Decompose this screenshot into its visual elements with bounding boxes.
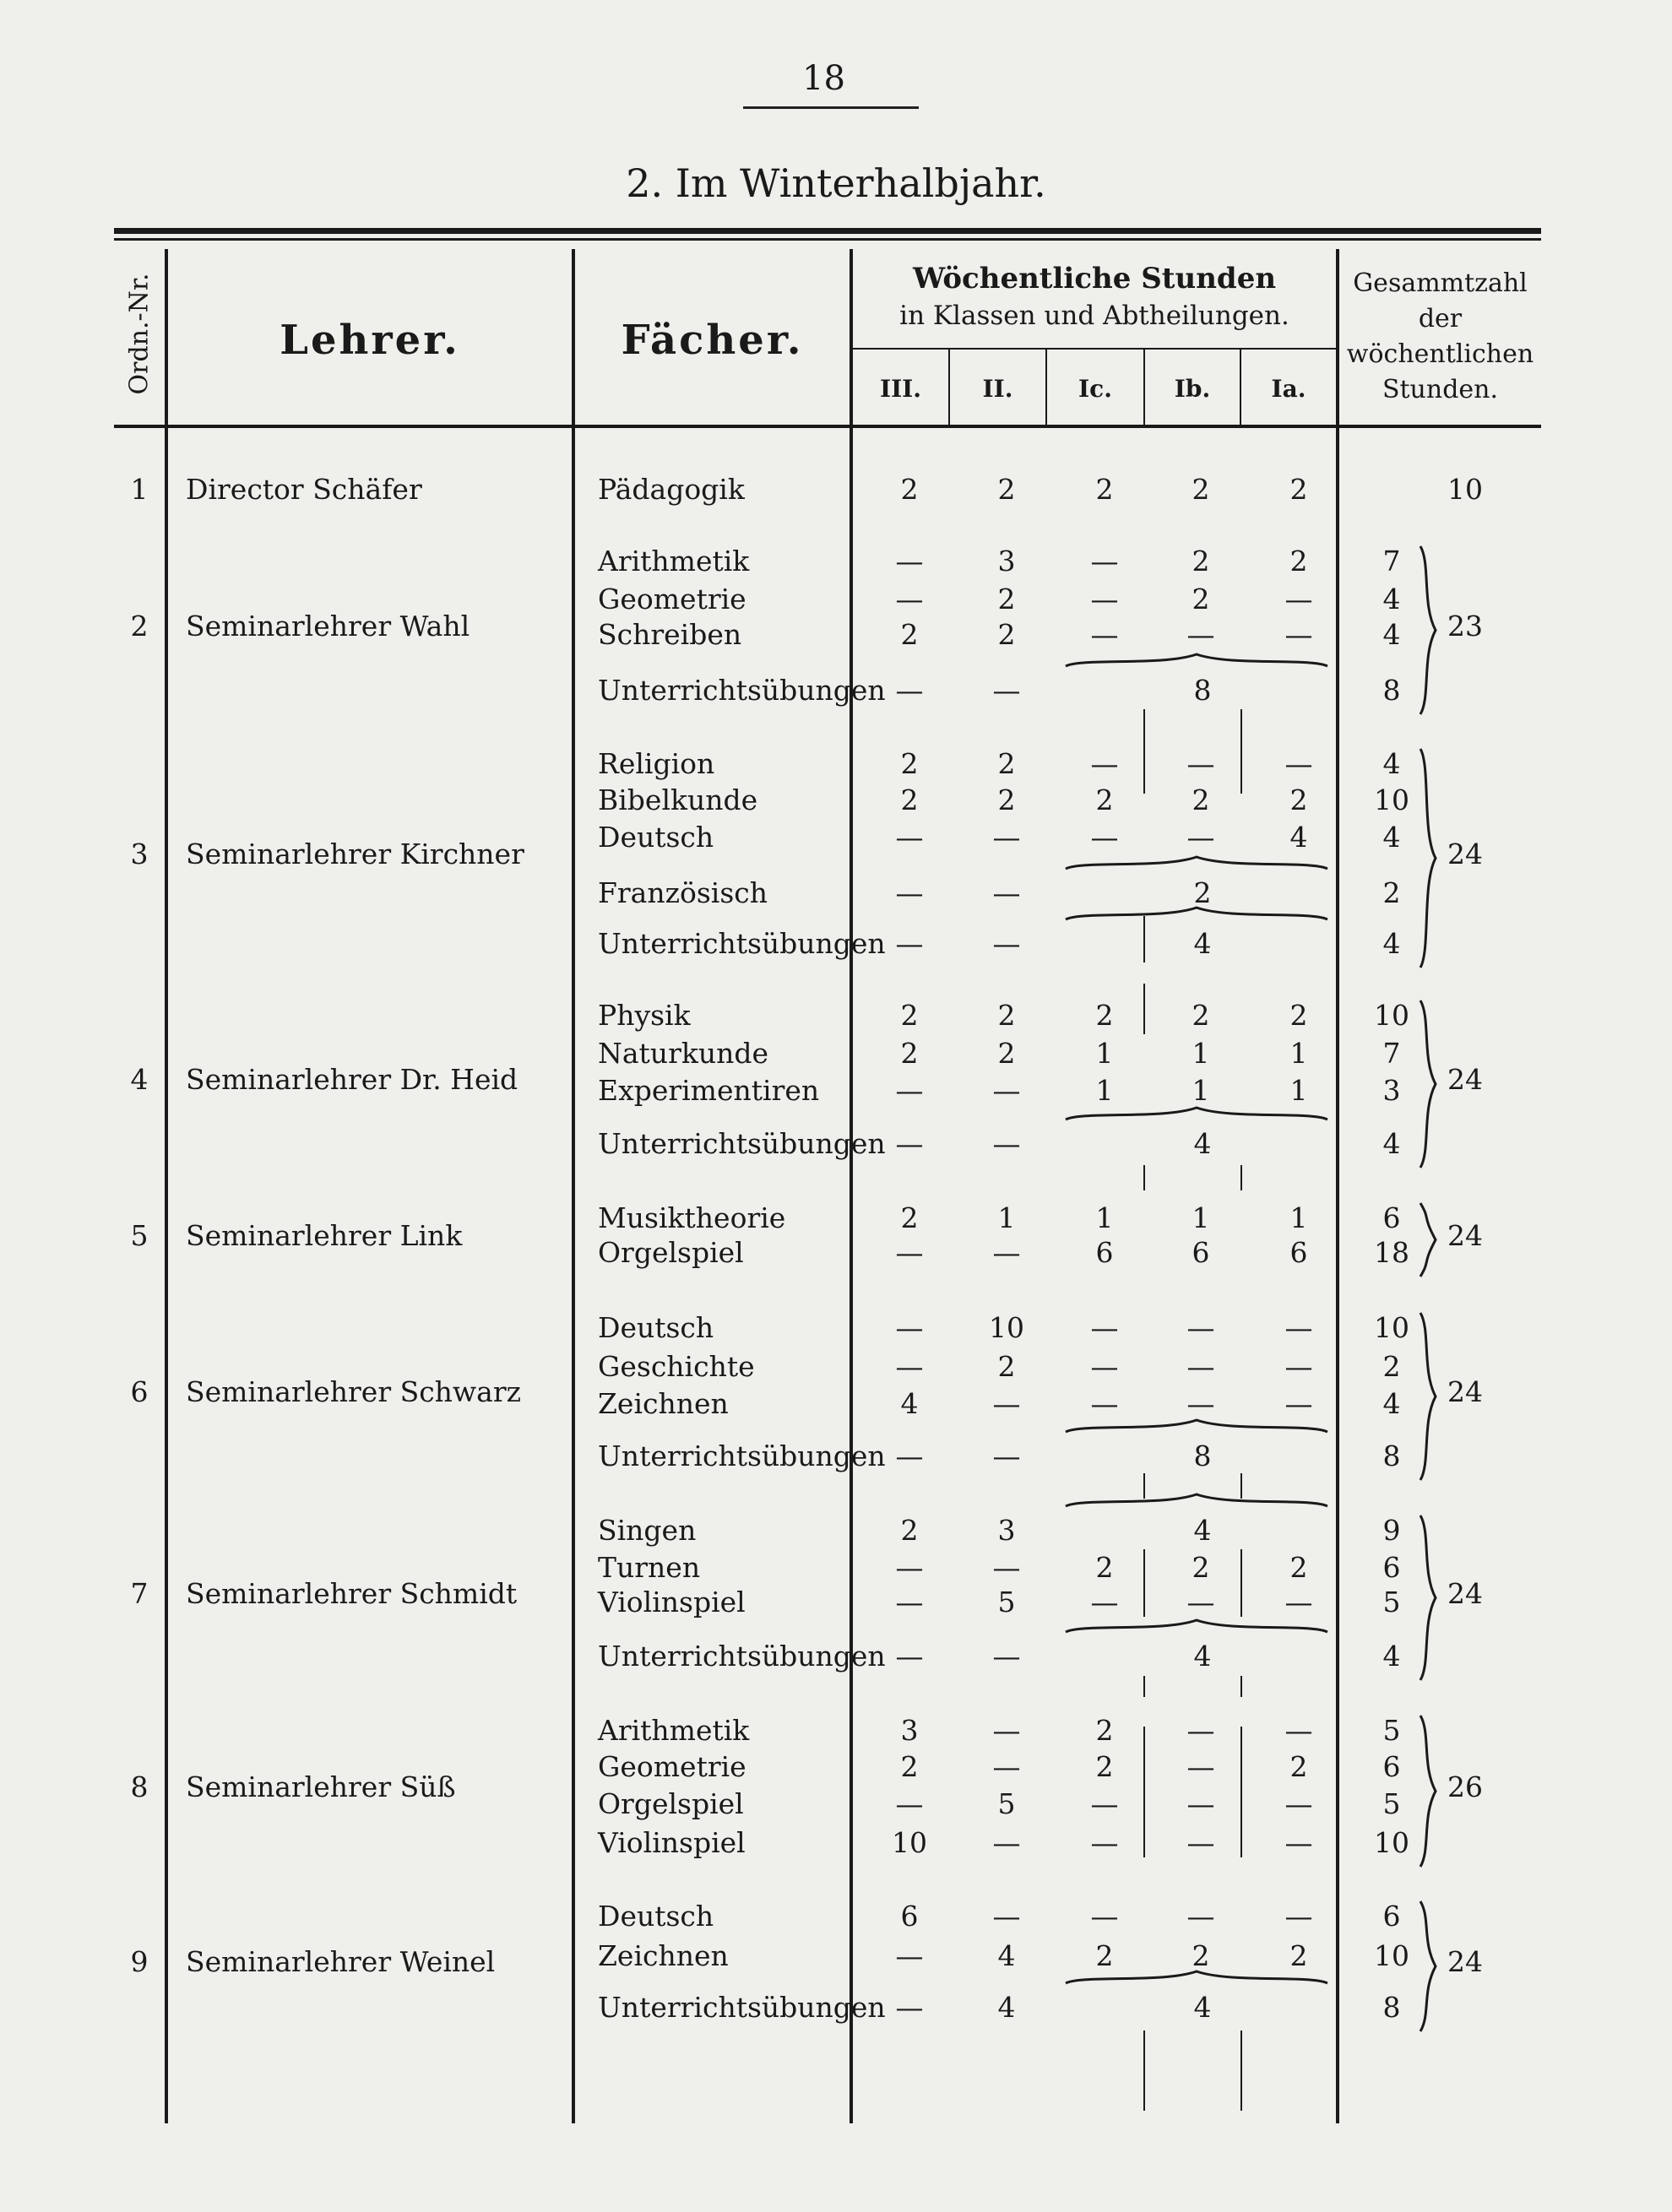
row-total: 10 [1374, 1826, 1409, 1859]
hour-cell: 2 [900, 999, 919, 1032]
hour-cell: — [992, 1750, 1021, 1783]
hour-cell: 1 [1289, 1201, 1308, 1234]
teacher-name: Seminarlehrer Dr. Heid [186, 1063, 518, 1096]
hour-cell: 2 [1192, 999, 1210, 1032]
hour-cell: — [1284, 747, 1313, 780]
hour-cell: 2 [1192, 583, 1210, 615]
hour-cell: 2 [997, 1350, 1016, 1383]
header-teacher: Lehrer. [280, 317, 460, 364]
subject-name: Religion [598, 747, 715, 780]
hour-cell: — [895, 821, 924, 854]
merged-hour-cell: 4 [1193, 1991, 1212, 2024]
hour-cell: — [895, 583, 924, 615]
total-brace [1420, 1313, 1436, 1480]
hour-cell: — [895, 1350, 924, 1383]
hour-cell: — [1090, 1586, 1119, 1618]
hour-cell: — [1090, 821, 1119, 854]
subject-name: Violinspiel [598, 1586, 746, 1618]
grand-total: 24 [1447, 837, 1483, 870]
merged-hour-cell: 4 [1193, 1514, 1212, 1547]
hour-cell: 1 [1192, 1037, 1210, 1070]
row-total: 8 [1382, 1991, 1401, 2024]
hour-cell: — [895, 1311, 924, 1344]
ord-number: 7 [130, 1576, 149, 1610]
hour-cell: — [992, 674, 1021, 707]
hour-cell: — [992, 876, 1021, 909]
hour-cell: 6 [1192, 1236, 1210, 1269]
subject-name: Deutsch [598, 1311, 714, 1344]
total-brace [1420, 1000, 1436, 1168]
hour-cell: — [895, 1127, 924, 1160]
hour-cell: — [1090, 583, 1119, 615]
hour-cell: — [1186, 747, 1215, 780]
ord-number: 3 [130, 837, 149, 870]
hour-cell: — [1284, 1311, 1313, 1344]
hour-cell: — [992, 1826, 1021, 1859]
header-class-III: III. [879, 375, 922, 403]
hour-cell: 2 [997, 473, 1016, 506]
subject-name: Unterrichtsübungen [598, 1127, 886, 1160]
hour-cell: — [895, 1939, 924, 1972]
subject-name: Geometrie [598, 583, 746, 615]
hour-cell: 2 [900, 1514, 919, 1547]
hour-cell: 2 [1095, 1714, 1114, 1747]
hour-cell: 2 [900, 618, 919, 651]
hour-cell: 1 [1095, 1074, 1114, 1107]
grand-total: 10 [1447, 473, 1483, 506]
hour-cell: — [1090, 1350, 1119, 1383]
hour-cell: — [1284, 1787, 1313, 1820]
hour-cell: — [1090, 747, 1119, 780]
hour-cell: — [895, 1991, 924, 2024]
row-total: 8 [1382, 1439, 1401, 1472]
hour-cell: — [1186, 1787, 1215, 1820]
hour-cell: 2 [900, 473, 919, 506]
subject-name: Violinspiel [598, 1826, 746, 1859]
hour-cell: 5 [997, 1586, 1016, 1618]
row-total: 4 [1382, 1640, 1401, 1673]
hour-cell: — [1090, 1311, 1119, 1344]
subject-name: Schreiben [598, 618, 742, 651]
row-total: 6 [1382, 1551, 1401, 1584]
total-brace [1420, 1901, 1436, 2031]
total-brace [1420, 1515, 1436, 1680]
row-total: 7 [1382, 545, 1401, 577]
header-class-Ic: Ic. [1078, 375, 1112, 403]
teacher-name: Director Schäfer [186, 473, 422, 506]
teacher-name: Seminarlehrer Kirchner [186, 837, 524, 870]
header-weekly-sub: in Klassen und Abtheilungen. [899, 301, 1289, 331]
row-total: 8 [1382, 674, 1401, 707]
grand-total: 24 [1447, 1945, 1483, 1978]
hour-cell: 2 [900, 1037, 919, 1070]
ord-number: 9 [130, 1945, 149, 1978]
hour-cell: 6 [1289, 1236, 1308, 1269]
ord-number: 8 [130, 1770, 149, 1803]
hour-cell: 2 [900, 1201, 919, 1234]
hour-cell: — [895, 927, 924, 960]
hour-cell: — [1186, 1387, 1215, 1420]
hour-cell: 1 [1192, 1074, 1210, 1107]
row-total: 4 [1382, 1127, 1401, 1160]
grand-total: 23 [1447, 609, 1483, 642]
teacher-name: Seminarlehrer Schwarz [186, 1375, 522, 1408]
hour-cell: — [992, 1439, 1021, 1472]
hour-cell: — [895, 1236, 924, 1269]
page-title: 2. Im Winterhalbjahr. [626, 160, 1046, 206]
subject-name: Französisch [598, 876, 768, 909]
page-number: 18 [802, 59, 845, 98]
row-total: 4 [1382, 927, 1401, 960]
hour-cell: — [1186, 1900, 1215, 1933]
hour-cell: — [1090, 618, 1119, 651]
hour-cell: — [992, 1074, 1021, 1107]
merged-hour-cell: 4 [1193, 1127, 1212, 1160]
merged-hour-cell: 4 [1193, 927, 1212, 960]
merged-hour-cell: 4 [1193, 1640, 1212, 1673]
hour-cell: 2 [1289, 783, 1308, 816]
merge-brace [1066, 857, 1327, 869]
row-total: 5 [1382, 1586, 1401, 1618]
hour-cell: — [1284, 583, 1313, 615]
merge-brace [1066, 1971, 1327, 1983]
hour-cell: — [1284, 1826, 1313, 1859]
hour-cell: — [895, 1439, 924, 1472]
hour-cell: 2 [1289, 545, 1308, 577]
hour-cell: 2 [1095, 1939, 1114, 1972]
hour-cell: 5 [997, 1787, 1016, 1820]
header-total-2: der [1418, 304, 1463, 333]
row-total: 3 [1382, 1074, 1401, 1107]
hour-cell: — [895, 674, 924, 707]
merged-hour-cell: 8 [1193, 1439, 1212, 1472]
hour-cell: 2 [997, 1037, 1016, 1070]
hour-cell: 2 [1289, 473, 1308, 506]
hour-cell: 4 [997, 1939, 1016, 1972]
header-total-4: Stunden. [1382, 375, 1499, 404]
teacher-name: Seminarlehrer Weinel [186, 1945, 496, 1978]
row-total: 4 [1382, 583, 1401, 615]
subject-name: Musiktheorie [598, 1201, 786, 1234]
ord-number: 4 [130, 1063, 149, 1096]
hour-cell: 2 [1289, 999, 1308, 1032]
subject-name: Unterrichtsübungen [598, 927, 886, 960]
hour-cell: — [1186, 1586, 1215, 1618]
subject-name: Experimentiren [598, 1074, 820, 1107]
hour-cell: 1 [1192, 1201, 1210, 1234]
hour-cell: — [1186, 1714, 1215, 1747]
ord-number: 2 [130, 609, 149, 642]
hour-cell: 2 [1192, 545, 1210, 577]
hour-cell: — [1186, 1311, 1215, 1344]
hour-cell: 1 [1095, 1201, 1114, 1234]
subject-name: Unterrichtsübungen [598, 1991, 886, 2024]
row-total: 6 [1382, 1750, 1401, 1783]
ord-number: 5 [130, 1218, 149, 1252]
hour-cell: — [1284, 1350, 1313, 1383]
hour-cell: — [1186, 1750, 1215, 1783]
hour-cell: 2 [1095, 1750, 1114, 1783]
hour-cell: 6 [900, 1900, 919, 1933]
subject-name: Naturkunde [598, 1037, 768, 1070]
hour-cell: — [895, 1551, 924, 1584]
row-total: 2 [1382, 1350, 1401, 1383]
teacher-name: Seminarlehrer Schmidt [186, 1576, 518, 1610]
subject-name: Orgelspiel [598, 1787, 744, 1820]
hour-cell: 2 [997, 583, 1016, 615]
hour-cell: — [1186, 618, 1215, 651]
hour-cell: 2 [1192, 1551, 1210, 1584]
row-total: 5 [1382, 1787, 1401, 1820]
hour-cell: 2 [997, 999, 1016, 1032]
hour-cell: 2 [1192, 1939, 1210, 1972]
hour-cell: — [895, 1586, 924, 1618]
teacher-name: Seminarlehrer Süß [186, 1770, 456, 1803]
hour-cell: — [1284, 1387, 1313, 1420]
hour-cell: 1 [1095, 1037, 1114, 1070]
total-brace [1420, 749, 1436, 968]
hour-cell: — [992, 1236, 1021, 1269]
subject-name: Deutsch [598, 821, 714, 854]
hour-cell: 1 [997, 1201, 1016, 1234]
hour-cell: 2 [1289, 1750, 1308, 1783]
merge-brace [1066, 908, 1327, 919]
merge-brace [1066, 1494, 1327, 1506]
header-class-Ib: Ib. [1174, 375, 1211, 403]
subject-name: Orgelspiel [598, 1236, 744, 1269]
header-total-3: wöchentlichen [1346, 339, 1534, 369]
teacher-name: Seminarlehrer Wahl [186, 609, 470, 642]
subject-name: Deutsch [598, 1900, 714, 1933]
merged-hour-cell: 8 [1193, 674, 1212, 707]
hour-cell: 1 [1289, 1037, 1308, 1070]
header-ord-nr: Ordn.-Nr. [124, 273, 155, 395]
hour-cell: — [1186, 1350, 1215, 1383]
merge-brace [1066, 1420, 1327, 1432]
row-total: 10 [1374, 783, 1409, 816]
hour-cell: — [992, 1640, 1021, 1673]
hour-cell: — [992, 1387, 1021, 1420]
header-class-Ia: Ia. [1271, 375, 1306, 403]
hour-cell: 4 [1289, 821, 1308, 854]
hour-cell: 2 [900, 783, 919, 816]
hour-cell: 2 [997, 747, 1016, 780]
hour-cell: — [895, 1787, 924, 1820]
merge-brace [1066, 654, 1327, 666]
subject-name: Geometrie [598, 1750, 746, 1783]
ord-number: 1 [130, 473, 149, 506]
hour-cell: 2 [1192, 783, 1210, 816]
row-total: 4 [1382, 618, 1401, 651]
subject-name: Arithmetik [598, 545, 750, 577]
hour-cell: 10 [989, 1311, 1024, 1344]
hour-cell: 10 [892, 1826, 927, 1859]
hour-cell: — [1090, 1900, 1119, 1933]
subject-name: Zeichnen [598, 1939, 729, 1972]
merged-hour-cell: 2 [1193, 876, 1212, 909]
total-brace [1420, 546, 1436, 714]
subject-name: Unterrichtsübungen [598, 1640, 886, 1673]
ord-number: 6 [130, 1375, 149, 1408]
grand-total: 24 [1447, 1576, 1483, 1610]
merge-brace [1066, 1108, 1327, 1120]
row-total: 5 [1382, 1714, 1401, 1747]
header-total-1: Gesammtzahl [1353, 268, 1528, 298]
hour-cell: 2 [1095, 783, 1114, 816]
hour-cell: 2 [900, 747, 919, 780]
teacher-name: Seminarlehrer Link [186, 1218, 463, 1252]
hour-cell: — [1284, 1714, 1313, 1747]
hour-cell: — [1284, 1900, 1313, 1933]
grand-total: 24 [1447, 1375, 1483, 1408]
hour-cell: 2 [1095, 473, 1114, 506]
row-total: 4 [1382, 747, 1401, 780]
subject-name: Unterrichtsübungen [598, 1439, 886, 1472]
row-total: 10 [1374, 1311, 1409, 1344]
subject-name: Bibelkunde [598, 783, 758, 816]
hour-cell: — [895, 1074, 924, 1107]
hour-cell: 2 [1095, 1551, 1114, 1584]
grand-total: 24 [1447, 1063, 1483, 1096]
hour-cell: — [992, 1127, 1021, 1160]
row-total: 4 [1382, 1387, 1401, 1420]
row-total: 7 [1382, 1037, 1401, 1070]
grand-total: 24 [1447, 1218, 1483, 1252]
hour-cell: 2 [997, 783, 1016, 816]
hour-cell: — [992, 1900, 1021, 1933]
subject-name: Turnen [598, 1551, 701, 1584]
hour-cell: — [992, 1551, 1021, 1584]
hour-cell: 3 [997, 545, 1016, 577]
hour-cell: 1 [1289, 1074, 1308, 1107]
header-class-II: II. [982, 375, 1013, 403]
subject-name: Pädagogik [598, 473, 745, 506]
hour-cell: 2 [997, 618, 1016, 651]
hour-cell: — [992, 927, 1021, 960]
subject-name: Physik [598, 999, 691, 1032]
subject-name: Geschichte [598, 1350, 755, 1383]
row-total: 6 [1382, 1201, 1401, 1234]
hour-cell: — [895, 1640, 924, 1673]
subject-name: Zeichnen [598, 1387, 729, 1420]
hour-cell: — [1186, 1826, 1215, 1859]
total-brace [1420, 1716, 1436, 1867]
hour-cell: — [1284, 618, 1313, 651]
hour-cell: 2 [900, 1750, 919, 1783]
hour-cell: — [992, 821, 1021, 854]
header-subjects: Fächer. [621, 317, 804, 364]
row-total: 4 [1382, 821, 1401, 854]
header-weekly-title: Wöchentliche Stunden [912, 262, 1277, 295]
subject-name: Arithmetik [598, 1714, 750, 1747]
hour-cell: 2 [1289, 1939, 1308, 1972]
hour-cell: — [1090, 1787, 1119, 1820]
subject-name: Singen [598, 1514, 697, 1547]
hour-cell: 2 [1289, 1551, 1308, 1584]
hour-cell: 2 [1095, 999, 1114, 1032]
hour-cell: — [895, 545, 924, 577]
hour-cell: — [1090, 545, 1119, 577]
row-total: 6 [1382, 1900, 1401, 1933]
row-total: 10 [1374, 1939, 1409, 1972]
hour-cell: — [1090, 1826, 1119, 1859]
row-total: 9 [1382, 1514, 1401, 1547]
row-total: 2 [1382, 876, 1401, 909]
hour-cell: — [992, 1714, 1021, 1747]
row-total: 18 [1374, 1236, 1409, 1269]
row-total: 10 [1374, 999, 1409, 1032]
hour-cell: 6 [1095, 1236, 1114, 1269]
hour-cell: 3 [900, 1714, 919, 1747]
subject-name: Unterrichtsübungen [598, 674, 886, 707]
hour-cell: — [1090, 1387, 1119, 1420]
grand-total: 26 [1447, 1770, 1483, 1803]
hour-cell: 4 [997, 1991, 1016, 2024]
hour-cell: 2 [1192, 473, 1210, 506]
hour-cell: — [895, 876, 924, 909]
total-brace [1420, 1203, 1436, 1277]
hour-cell: — [1284, 1586, 1313, 1618]
merge-brace [1066, 1620, 1327, 1632]
hour-cell: 3 [997, 1514, 1016, 1547]
hour-cell: 4 [900, 1387, 919, 1420]
hour-cell: — [1186, 821, 1215, 854]
